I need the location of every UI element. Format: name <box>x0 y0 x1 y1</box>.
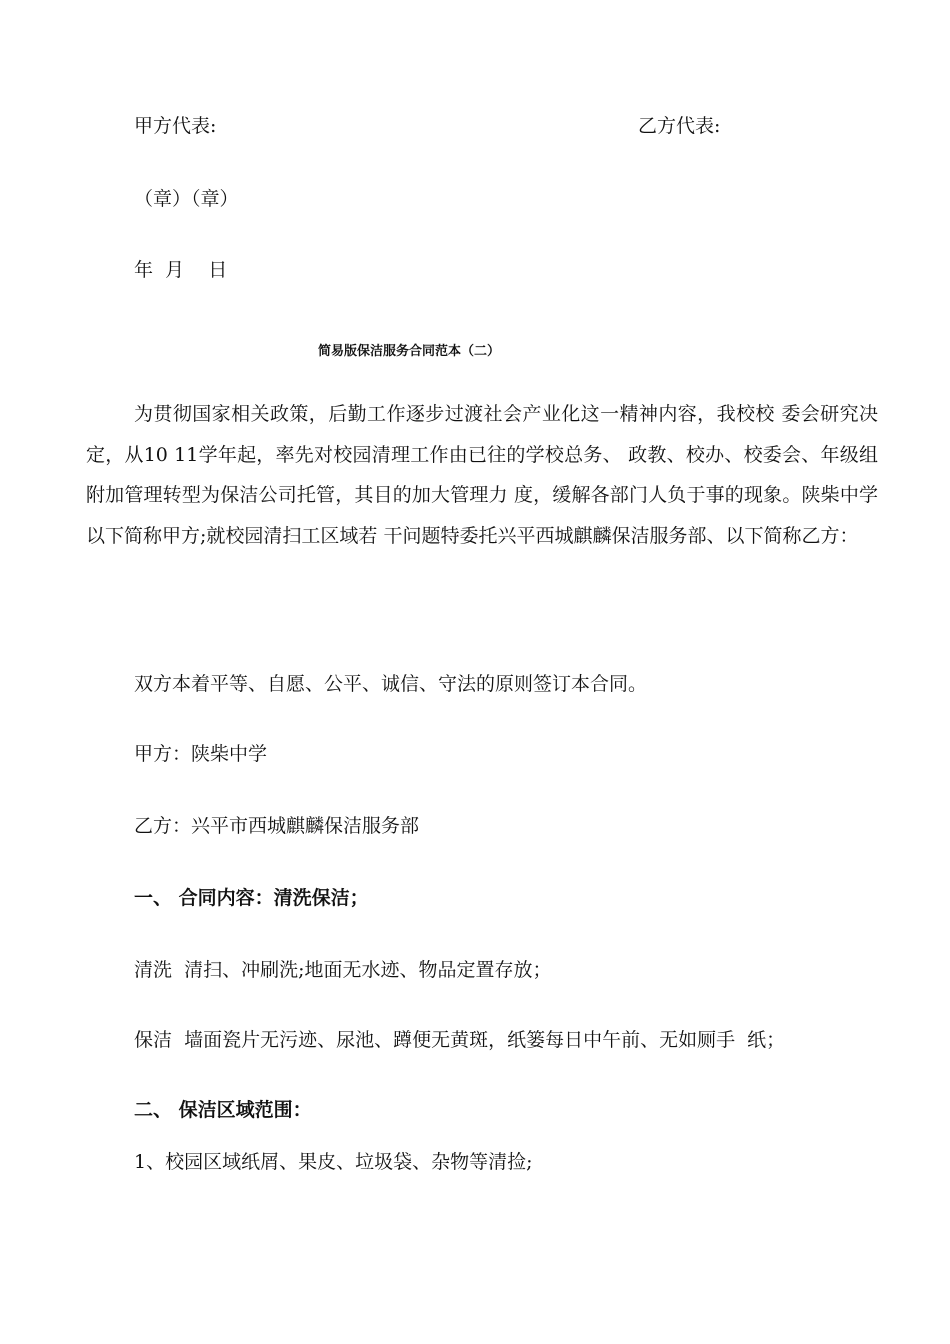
section-1-item-cleaning: 清洗 清扫、冲刷洗;地面无水迹、物品定置存放； <box>134 959 552 981</box>
party-a-line: 甲方：陕柴中学 <box>134 743 268 765</box>
intro-paragraph: 为贯彻国家相关政策，后勤工作逐步过渡社会产业化这一精神内容，我校校 委会研究决定，从10 11学年起，率先对校园清理工作由已往的学校总务、 政教、校办、校委会、年级组附加管理转型为保洁公司托管，其目的加大管理力 度，缓解各部门人负于事的现象。陕柴中学以下简称甲方;就校园清扫工区域若 干问题特委托兴平西城麒麟保洁服务部、以下简称乙方： <box>86 403 878 547</box>
section-1-item-maintenance: 保洁 墙面瓷片无污迹、尿池、蹲便无黄斑，纸篓每日中午前、无如厕手 纸； <box>134 1029 786 1051</box>
section-2-heading: 二、 保洁区域范围： <box>134 1099 312 1121</box>
section-2-item-1: 1、校园区域纸屑、果皮、垃圾袋、杂物等清捡; <box>134 1151 533 1173</box>
section-1-heading: 一、 合同内容：清洗保洁； <box>134 887 369 909</box>
party-b-representative: 乙方代表: <box>638 115 721 137</box>
principle-paragraph: 双方本着平等、自愿、公平、诚信、守法的原则签订本合同。 <box>134 673 648 695</box>
party-b-line: 乙方：兴平市西城麒麟保洁服务部 <box>134 815 420 837</box>
seal-placeholders: （章）（章） <box>134 188 239 210</box>
document-title: 简易版保洁服务合同范本（二） <box>318 344 501 359</box>
party-a-representative: 甲方代表: <box>134 115 217 137</box>
date-line: 年 月 日 <box>134 259 228 281</box>
